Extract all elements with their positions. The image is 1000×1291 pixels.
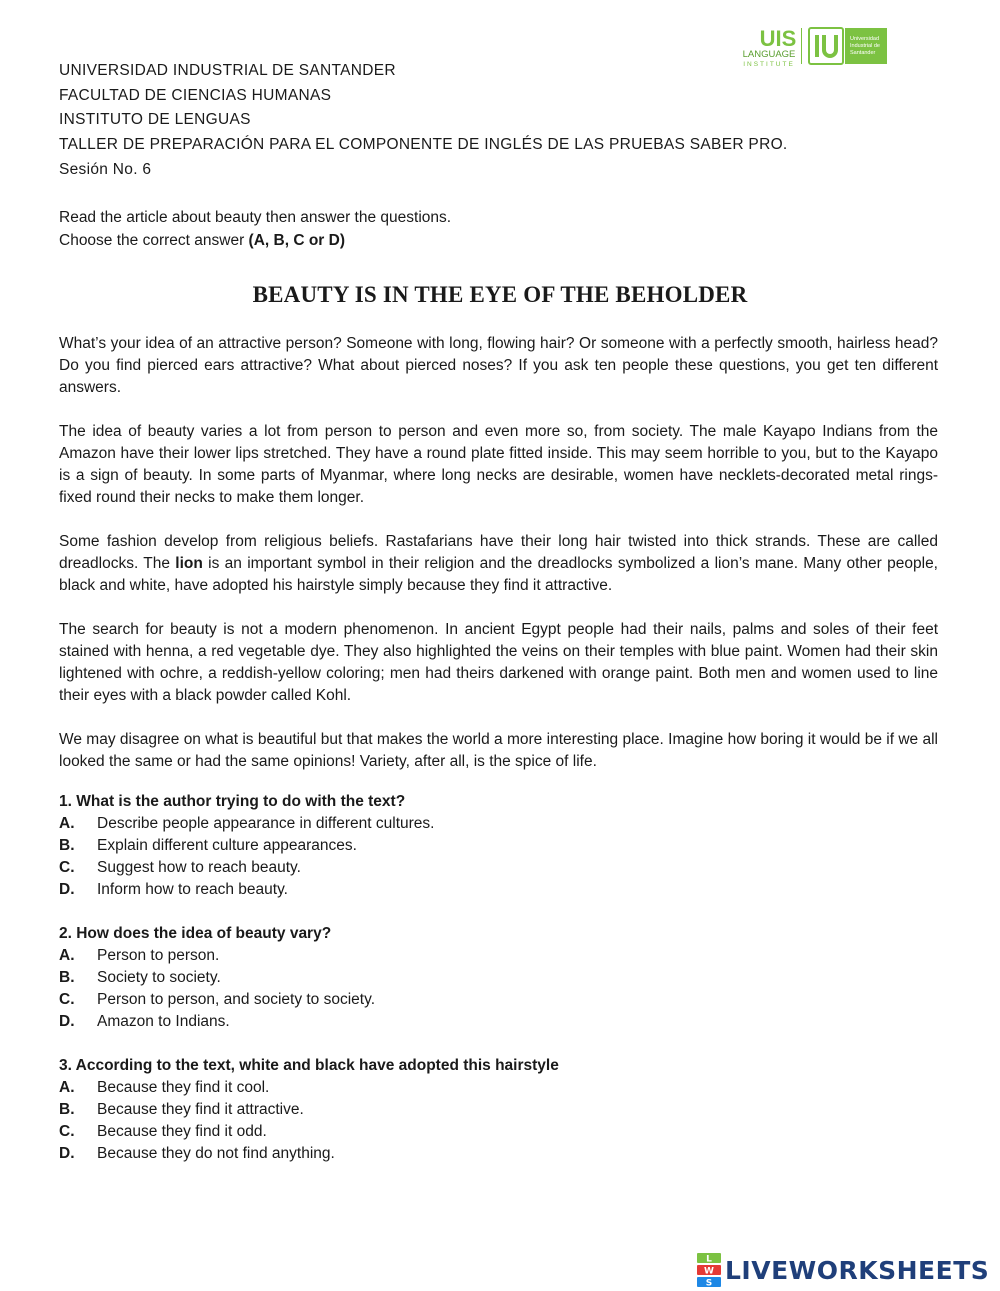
answer-option[interactable] (59, 857, 559, 879)
questions-section (59, 791, 559, 1187)
option-letter: D. (59, 881, 75, 898)
option-letter: A. (59, 815, 75, 832)
question-text: 2. How does the idea of beauty vary? (59, 925, 332, 942)
question-1 (59, 791, 559, 901)
p3-bold-word: lion (175, 555, 203, 572)
instruction-options: (A, B, C or D) (248, 232, 345, 249)
answer-option[interactable] (59, 945, 559, 967)
badge-letter-s: S (705, 1278, 713, 1287)
instruction-line-1: Read the article about beauty then answer the questions. (59, 209, 452, 226)
answer-option[interactable] (59, 1011, 559, 1033)
article-body (59, 333, 938, 795)
badge-letter-l: L (706, 1254, 712, 1265)
instruction-line-2-text: Choose the correct answer (59, 232, 249, 249)
option-text: Because they find it cool. (97, 1079, 270, 1096)
option-text: Suggest how to reach beauty. (97, 859, 301, 876)
option-letter: A. (59, 947, 75, 964)
answer-option[interactable] (59, 879, 559, 901)
header-session: Sesión No. 6 (59, 160, 152, 178)
header-faculty: FACULTAD DE CIENCIAS HUMANAS (59, 86, 332, 104)
liveworksheets-logo (697, 1253, 997, 1287)
question-text: 3. According to the text, white and black have adopted this hairstyle (59, 1057, 559, 1074)
answer-option[interactable] (59, 1143, 559, 1165)
article-paragraph-4: The search for beauty is not a modern phenomenon. In ancient Egypt people had their nails, palms and soles of their feet stained with henna, a red vegetable dye. They also highlighted the veins on their temples with blue paint. Women had their skin lightened with ochre, a reddish-yellow coloring; men had theirs darkened with orange paint. Both men and women used to line their eyes with a black powder called Kohl. (59, 621, 938, 704)
option-letter: D. (59, 1145, 75, 1162)
answer-option[interactable] (59, 835, 559, 857)
instruction-line-2 (59, 229, 451, 252)
article-title: BEAUTY IS IN THE EYE OF THE BEHOLDER (252, 282, 748, 307)
article-paragraph-1: What’s your idea of an attractive person? Someone with long, flowing hair? Or someone with a perfectly smooth, hairless head? Do you find pierced ears attractive? What about pierced noses? If you ask ten people these questions, you get ten different answers. (59, 335, 938, 396)
option-text: Explain different culture appearances. (97, 837, 357, 854)
logo-uis-text: UIS (759, 26, 797, 51)
logo-language-text: LANGUAGE (742, 49, 796, 60)
answer-option[interactable] (59, 967, 559, 989)
option-text: Person to person, and society to society. (97, 991, 376, 1008)
p3-before: Some fashion develop from religious beliefs. Rastafarians have their long hair twisted into thick strands. These are called dreadlocks. The (59, 533, 938, 572)
option-text: Society to society. (97, 969, 221, 986)
logo-univ-line1: Universidad (850, 36, 880, 42)
article-paragraph-2: The idea of beauty varies a lot from person to person and even more so, from society. The male Kayapo Indians from the Amazon have their lower lips stretched. They have a round plate fitted inside. This may seem horrible to you, but to the Kayapo is a sign of beauty. In some parts of Myanmar, where long necks are desirable, women have necklets-decorated metal rings- fixed round their necks to make them longer. (59, 423, 938, 506)
logo-univ-line3: Santander (850, 50, 876, 56)
option-text: Person to person. (97, 947, 220, 964)
option-letter: B. (59, 837, 75, 854)
answer-option[interactable] (59, 1099, 559, 1121)
liveworksheets-badge-icon (697, 1253, 721, 1287)
question-3 (59, 1055, 559, 1165)
header-university: UNIVERSIDAD INDUSTRIAL DE SANTANDER (59, 62, 396, 79)
option-text: Amazon to Indians. (97, 1013, 230, 1030)
liveworksheets-wordmark: LIVEWORKSHEETS (725, 1255, 990, 1285)
question-2 (59, 923, 559, 1033)
answer-option[interactable] (59, 813, 559, 835)
answer-option[interactable] (59, 989, 559, 1011)
option-letter: B. (59, 969, 75, 986)
logo-institute-text: INSTITUTE (743, 61, 795, 68)
p3-after: is an important symbol in their religion and the dreadlocks symbolized a lion’s mane. Many other people, black and white, have adopted his hairstyle simply because they find it attractive. (59, 555, 938, 594)
article-paragraph-3 (59, 531, 938, 597)
option-text: Because they find it odd. (97, 1123, 267, 1140)
option-letter: A. (59, 1079, 75, 1096)
badge-letter-w: W (704, 1266, 714, 1277)
logo-univ-line2: Industrial de (850, 43, 880, 49)
option-text: Inform how to reach beauty. (97, 881, 288, 898)
header-institute: INSTITUTO DE LENGUAS (59, 111, 251, 129)
option-letter: C. (59, 859, 75, 876)
option-letter: D. (59, 1013, 75, 1030)
answer-option[interactable] (59, 1121, 559, 1143)
article-paragraph-5: We may disagree on what is beautiful but that makes the world a more interesting place. Imagine how boring it would be if we all looked the same or had the same opinions! Variety, after all, is the spice of life. (59, 731, 938, 770)
option-letter: C. (59, 991, 75, 1008)
option-text: Because they do not find anything. (97, 1145, 335, 1162)
option-text: Because they find it attractive. (97, 1101, 304, 1118)
instructions (59, 206, 451, 252)
option-letter: B. (59, 1101, 75, 1118)
header-workshop: TALLER DE PREPARACIÓN PARA EL COMPONENTE DE INGLÉS DE LAS PRUEBAS SABER PRO. (59, 136, 788, 154)
answer-option[interactable] (59, 1077, 559, 1099)
option-letter: C. (59, 1123, 75, 1140)
logo-emblem-icon (815, 35, 838, 58)
question-text: 1. What is the author trying to do with the text? (59, 793, 406, 810)
option-text: Describe people appearance in different cultures. (97, 815, 435, 832)
document-header (59, 59, 788, 183)
